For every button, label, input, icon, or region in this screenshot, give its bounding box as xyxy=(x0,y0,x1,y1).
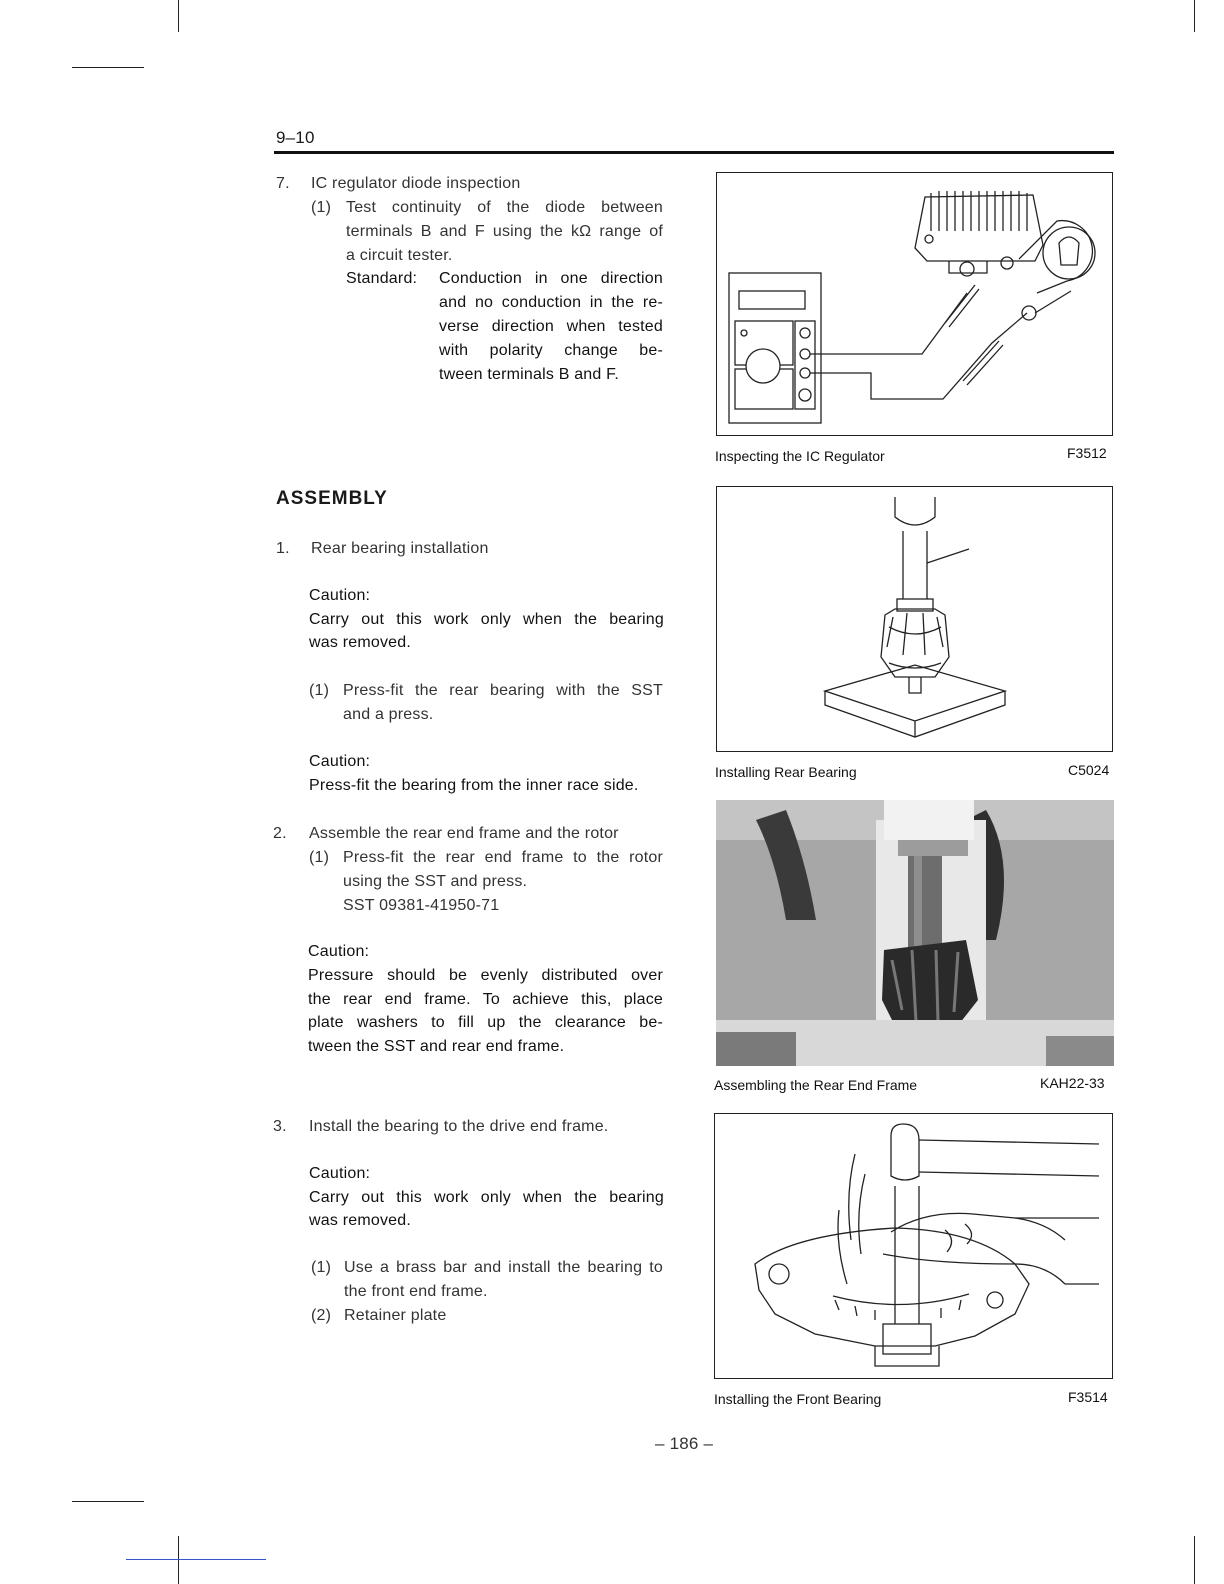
step3-sub1-line2: the front end frame. xyxy=(344,1283,488,1300)
figure-front-bearing xyxy=(714,1113,1113,1379)
step2-caution-label: Caution: xyxy=(308,943,370,960)
step2-sub1-line2: using the SST and press. xyxy=(343,873,528,890)
standard-line1: Conduction in one direction xyxy=(439,270,663,287)
step2-caution-line1: Pressure should be evenly distributed over xyxy=(308,967,663,984)
standard-line3: verse direction when tested xyxy=(439,318,663,335)
ic-regulator-illustration xyxy=(717,173,1111,434)
step7-sub1-line2: terminals B and F using the kΩ range of xyxy=(346,223,663,240)
step2-title: Assemble the rear end frame and the rotor xyxy=(309,825,619,842)
standard-line2: and no conduction in the re- xyxy=(439,294,663,311)
step1-number: 1. xyxy=(276,540,290,557)
rear-bearing-illustration xyxy=(717,487,1111,750)
step3-sub2-line1: Retainer plate xyxy=(344,1307,447,1324)
page-number: – 186 – xyxy=(655,1434,714,1453)
crop-mark-bottom-line xyxy=(126,1559,266,1560)
step2-caution-line4: tween the SST and rear end frame. xyxy=(308,1038,565,1055)
step3-sub2-number: (2) xyxy=(311,1307,332,1324)
step1-caution1-line1: Carry out this work only when the bearing xyxy=(309,611,664,628)
figure3-caption: Assembling the Rear End Frame xyxy=(714,1077,918,1093)
crop-mark-top-right xyxy=(1194,0,1195,32)
step7-number: 7. xyxy=(276,175,290,192)
step2-sub1-number: (1) xyxy=(309,849,330,866)
assembly-heading: ASSEMBLY xyxy=(276,488,388,509)
step1-title: Rear bearing installation xyxy=(311,540,489,557)
front-bearing-illustration xyxy=(715,1114,1111,1377)
step1-caution2-line1: Press-fit the bearing from the inner race side. xyxy=(309,777,639,794)
step3-sub1-number: (1) xyxy=(311,1259,332,1276)
standard-label: Standard: xyxy=(346,270,418,287)
header-rule xyxy=(274,151,1114,154)
step2-caution-line2: the rear end frame. To achieve this, place xyxy=(308,991,663,1008)
figure2-code: C5024 xyxy=(1068,762,1110,778)
step2-number: 2. xyxy=(273,825,287,842)
margin-mark-top xyxy=(72,67,144,68)
step7-sub1-line1: Test continuity of the diode between xyxy=(346,199,663,216)
figure1-code: F3512 xyxy=(1067,445,1107,461)
margin-mark-bottom xyxy=(72,1501,144,1502)
step3-number: 3. xyxy=(273,1118,287,1135)
step3-sub1-line1: Use a brass bar and install the bearing to xyxy=(344,1259,663,1276)
figure-rear-bearing xyxy=(716,486,1113,752)
figure4-code: F3514 xyxy=(1068,1389,1108,1405)
figure4-caption: Installing the Front Bearing xyxy=(714,1391,882,1407)
step1-sub1-number: (1) xyxy=(309,682,330,699)
figure-ic-regulator xyxy=(716,172,1113,436)
step3-caution-line2: was removed. xyxy=(309,1212,411,1229)
crop-mark-bottom-right xyxy=(1194,1536,1195,1584)
step2-caution-line3: plate washers to fill up the clearance be- xyxy=(308,1014,663,1031)
standard-line4: with polarity change be- xyxy=(439,342,663,359)
figure1-caption: Inspecting the IC Regulator xyxy=(715,448,885,464)
step7-sub1-number: (1) xyxy=(311,199,332,216)
step1-sub1-line1: Press-fit the rear bearing with the SST xyxy=(343,682,663,699)
step1-caution2-label: Caution: xyxy=(309,753,371,770)
step2-sst-number: SST 09381-41950-71 xyxy=(343,897,500,914)
step2-sub1-line1: Press-fit the rear end frame to the rotor xyxy=(343,849,663,866)
section-number: 9–10 xyxy=(276,128,315,147)
step3-caution-line1: Carry out this work only when the bearing xyxy=(309,1189,664,1206)
step3-caution-label: Caution: xyxy=(309,1165,371,1182)
step1-sub1-line2: and a press. xyxy=(343,706,434,723)
crop-mark-top-left xyxy=(178,0,179,32)
standard-line5: tween terminals B and F. xyxy=(439,366,619,383)
step7-sub1-line3: a circuit tester. xyxy=(346,247,453,264)
step3-title: Install the bearing to the drive end frame. xyxy=(309,1118,609,1135)
figure2-caption: Installing Rear Bearing xyxy=(715,764,857,780)
rear-end-frame-photo-illustration xyxy=(716,800,1114,1066)
step7-title: IC regulator diode inspection xyxy=(311,175,521,192)
photo-rear-end-frame xyxy=(716,800,1114,1066)
step1-caution1-line2: was removed. xyxy=(309,634,411,651)
crop-mark-bottom-left xyxy=(178,1536,179,1584)
figure3-code: KAH22-33 xyxy=(1040,1075,1105,1091)
step1-caution1-label: Caution: xyxy=(309,587,371,604)
